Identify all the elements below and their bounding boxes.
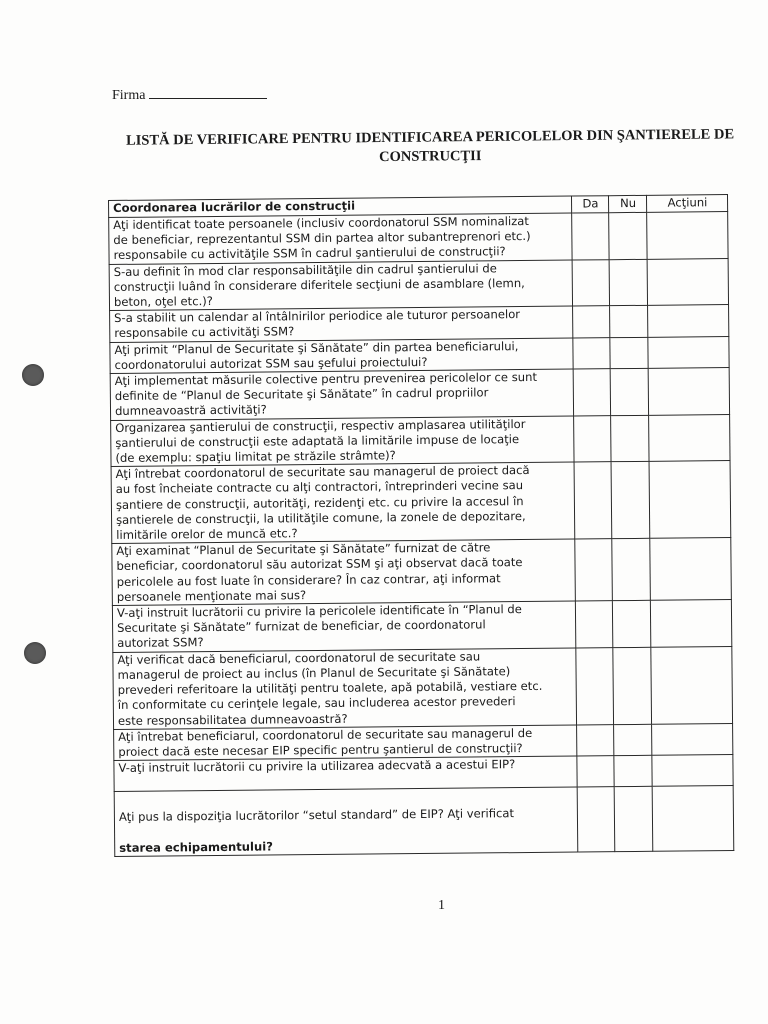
nu-cell[interactable] [612,539,650,601]
actions-cell[interactable] [652,755,733,787]
question-cell: Organizarea şantierului de construcţii, respectiv amplasarea utilităţilor şantierului de construcţii este adaptată la limitările impuse de locaţie (de exemplu: spaţiu limitat pe străzile strâmte)? [111,416,574,467]
nu-cell[interactable] [613,600,651,647]
da-cell[interactable] [573,369,611,416]
actions-cell[interactable] [648,336,729,368]
header-question: Coordonarea lucrărilor de construcţii [109,196,572,217]
da-cell[interactable] [576,756,614,787]
table-row [112,600,731,653]
table-row [110,368,729,421]
da-cell[interactable] [574,539,612,601]
da-cell[interactable] [571,213,609,260]
company-blank-line [149,86,267,99]
question-cell: S-au definit în mod clar responsabilităţile din cadrul şantierului de construcţii luând în considerare diferitele secţiuni de asamblare (lemn, beton, oţel etc.)? [109,260,572,311]
da-cell[interactable] [573,415,611,462]
nu-cell[interactable] [610,306,648,338]
company-label: Firma [112,88,146,103]
nu-cell[interactable] [610,368,648,415]
header-da: Da [571,196,609,213]
checklist-table [108,194,734,857]
da-cell[interactable] [575,647,613,724]
question-cell: Aţi implementat măsurile colective pentru prevenirea pericolelor ce sunt definite de “Planul de Securitate şi Sănătate” în cadrul propriilor dumneavoastră activităţi? [110,369,573,420]
nu-cell[interactable] [611,415,649,462]
title-line-2: CONSTRUCŢII [379,148,482,166]
title-line-1: LISTĂ DE VERIFICARE PENTRU IDENTIFICAREA PERICOLELOR DIN ŞANTIERELE DE [125,126,735,149]
nu-cell[interactable] [609,212,647,259]
da-cell[interactable] [572,337,610,369]
question-cell: V-aţi instruit lucrătorii cu privire la pericolele identificate în “Planul de Securitate şi Sănătate” furnizat de beneficiar, de coordonatorul autorizat SSM? [112,601,575,652]
actions-cell[interactable] [647,212,729,259]
company-field [112,86,267,104]
punch-hole-upper [22,364,44,386]
da-cell[interactable] [572,306,610,338]
page-number: 1 [438,898,445,913]
actions-cell[interactable] [647,305,728,337]
da-cell[interactable] [572,259,610,306]
table-row [112,538,732,606]
actions-cell[interactable] [647,258,729,305]
question-cell: Aţi întrebat coordonatorul de securitate sau managerul de proiect dacă au fost încheiate contracte cu alţi contractori, întreprinderi vecine sau şantiere de construcţii, autorităţi, rezidenţi etc. cu privire la accesul în şantierele de construcţii, la utilităţile comune, la zonele de depozitare, limitările orelor de muncă etc.? [111,462,574,543]
actions-cell[interactable] [651,646,733,724]
nu-cell[interactable] [614,724,652,756]
header-nu: Nu [609,195,647,212]
actions-cell[interactable] [648,368,730,415]
punch-hole-lower [24,642,46,664]
actions-cell[interactable] [648,414,730,461]
nu-cell[interactable] [614,786,652,851]
nu-cell[interactable] [609,259,647,306]
nu-cell[interactable] [614,755,652,786]
actions-cell[interactable] [650,538,732,601]
question-line-2: starea echipamentului? [119,839,273,855]
actions-cell[interactable] [650,600,732,647]
question-cell: Aţi verificat dacă beneficiarul, coordonatorul de securitate sau managerul de proiect au inclus (în Planul de Securitate şi Sănătate) prevederi referitoare la utilităţi pentru toalete, apă potabilă, vestiare etc. în conformitate cu cerinţele legale, sau includerea acestor prevederi este responsabilitatea dumneavoastră? [113,648,576,729]
da-cell[interactable] [577,787,615,852]
da-cell[interactable] [575,601,613,648]
table-row [109,212,728,265]
question-cell: S-a stabilit un calendar al întâlnirilor periodice ale tuturor persoanelor responsabile cu activităţi SSM? [110,306,573,342]
question-line-1: Aţi pus la dispoziţia lucrătorilor “setul standard” de EIP? Aţi verificat [118,806,515,825]
nu-cell[interactable] [610,337,648,369]
document-title [100,125,760,170]
question-cell [114,787,577,856]
table-row [111,414,730,467]
nu-cell[interactable] [613,647,651,724]
header-actions: Acţiuni [646,195,727,213]
question-cell: V-aţi instruit lucrătorii cu privire la utilizarea adecvată a acestui EIP? [114,756,577,791]
actions-cell[interactable] [649,461,731,539]
nu-cell[interactable] [611,462,649,539]
da-cell[interactable] [576,724,614,756]
table-row [109,258,728,311]
table-row [113,646,733,729]
question-cell: Aţi întrebat beneficiarul, coordonatorul de securitate sau managerul de proiect dacă este necesar EIP specific pentru şantierul de construcţii? [114,725,577,761]
da-cell[interactable] [574,462,612,539]
actions-cell[interactable] [651,723,732,755]
actions-cell[interactable] [652,786,734,852]
question-cell: Aţi identificat toate persoanele (inclusiv coordonatorul SSM nominalizat de beneficiar, reprezentantul SSM din partea altor subantreprenori etc.) responsabile cu activităţile SSM în cadrul şantierului de construcţii? [109,213,572,264]
question-cell: Aţi examinat “Planul de Securitate şi Sănătate” furnizat de către beneficiar, coordonatorul său autorizat SSM şi aţi observat dacă toate pericolele au fost luate în considerare? În caz contrar, aţi informat persoanele menţionate mai sus? [112,539,575,605]
question-cell: Aţi primit “Planul de Securitate şi Sănătate” din partea beneficiarului, coordonatorului autorizat SSM sau şefului proiectului? [110,338,573,374]
table-row [114,786,734,857]
table-row [111,461,731,544]
